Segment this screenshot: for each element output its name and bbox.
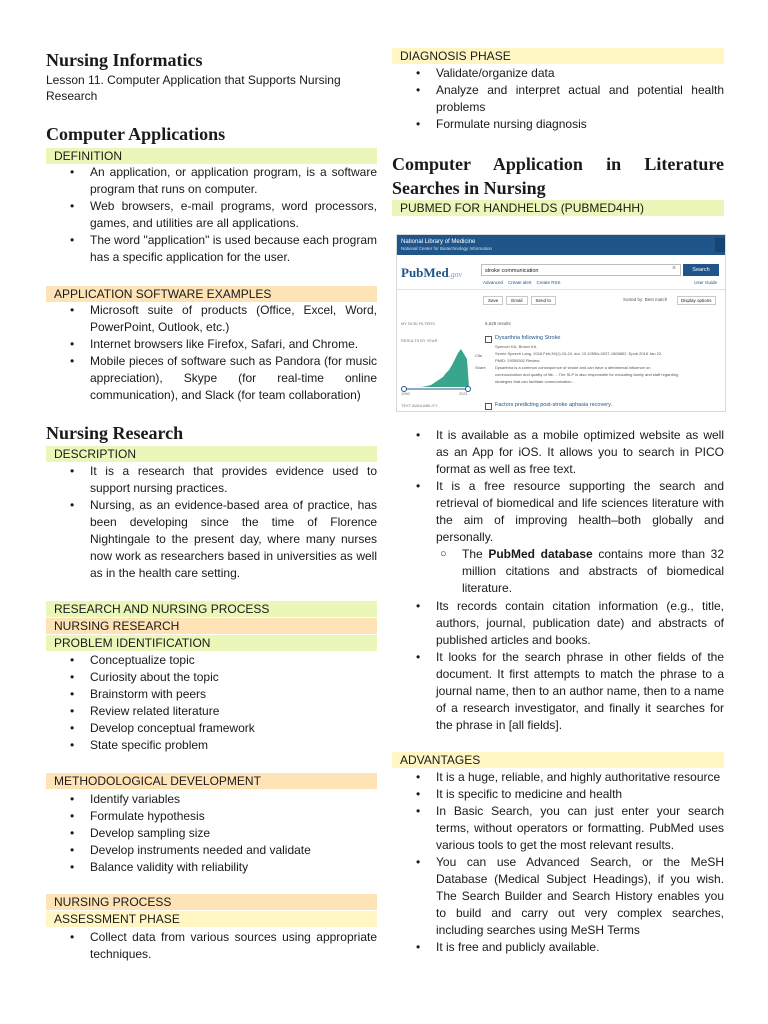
- result-checkbox: [485, 403, 492, 410]
- cite-label: Cite: [475, 353, 483, 358]
- pubmed-toolbar: [483, 296, 559, 305]
- list-item: • It is a huge, reliable, and highly authoritative resource: [436, 769, 724, 786]
- toolbar-item: Send to: [531, 296, 557, 305]
- list-item: • Develop conceptual framework: [90, 720, 377, 737]
- description-label: DESCRIPTION: [46, 446, 377, 462]
- list-item: • An application, or application program, is a software program that runs on computer.: [90, 164, 377, 198]
- pubmed-db-prefix: The: [462, 547, 489, 561]
- nursing-research-heading: Nursing Research: [46, 423, 184, 443]
- result-title: Dysarthria following Stroke: [495, 335, 561, 341]
- list-item: • Brainstorm with peers: [90, 686, 377, 703]
- clear-icon: ×: [672, 265, 677, 272]
- problem-identification-label: PROBLEM IDENTIFICATION: [46, 635, 377, 651]
- list-item: • It is a free resource supporting the search and retrieval of biomedical and life sciences literature with the aim of improving health–both globally and personally.: [436, 478, 724, 546]
- pubmed-display-options: Display options: [677, 296, 716, 305]
- assessment-phase-label: ASSESSMENT PHASE: [46, 911, 377, 927]
- results-count: 6,628 results: [485, 321, 511, 326]
- list-item: • Internet browsers like Firefox, Safari, and Chrome.: [90, 336, 377, 353]
- result-line: Semin Speech Lang. 2018 Feb;39(1):15-24. doi: 10.1055/s-0037-1608852. Epub 2018 Jan 22.: [495, 351, 663, 356]
- list-item: • Formulate hypothesis: [90, 808, 377, 825]
- result-line: communication and quality of life. ...The SLP is also responsible for educating family and staff regarding: [495, 372, 679, 377]
- list-item: • In Basic Search, you can just enter your search terms, without operators or formatting. PubMed uses various tools to get the most relevant results.: [436, 803, 724, 854]
- pubmed-records-list: [392, 598, 724, 734]
- list-item: • Curiosity about the topic: [90, 669, 377, 686]
- nursing-research-section: [46, 423, 377, 444]
- results-by-year-chart: [401, 345, 471, 395]
- list-item: • Develop sampling size: [90, 825, 377, 842]
- list-item: • Formulate nursing diagnosis: [436, 116, 724, 133]
- list-item: • Conceptualize topic: [90, 652, 377, 669]
- list-item: • Analyze and interpret actual and potential health problems: [436, 82, 724, 116]
- result-title: Factors predicting post-stroke aphasia recovery.: [495, 402, 612, 408]
- pubmed-database-sublist: [392, 546, 724, 597]
- list-item: • It is available as a mobile optimized website as well as an App for iOS. It allows you to search in PICO format as well as free text.: [436, 427, 724, 478]
- advantages-list: [392, 769, 724, 956]
- list-item: • Nursing, as an evidence-based area of practice, has been developing since the time of Florence Nightingale to the present day, where many nurses now work as researchers based in universities as well as in the health care setting.: [90, 497, 377, 582]
- result-line: PMID: 29359302 Review.: [495, 358, 541, 363]
- literature-search-heading: Computer Application in Literature Searches in Nursing: [392, 154, 724, 198]
- result-line: strategies that can facilitate communication...: [495, 379, 575, 384]
- ncbi-label: National Center for Biotechnology Information: [401, 246, 493, 251]
- pubmed-db-bold: PubMed database: [488, 547, 593, 561]
- list-item: • Identify variables: [90, 791, 377, 808]
- pubmed-divider: [397, 289, 725, 290]
- pubmed-db-text: contains more than 32 million citations and abstracts of biomedical literature.: [462, 547, 724, 595]
- year-start: 1960: [401, 391, 410, 396]
- pubmed-search-links: [483, 280, 566, 285]
- nursing-research-label: NURSING RESEARCH: [46, 618, 377, 634]
- nlm-label: National Library of Medicine: [401, 239, 476, 245]
- pubmed-header-bar: [397, 235, 725, 255]
- nursing-process-label: NURSING PROCESS: [46, 894, 377, 910]
- pubmed-logo-suffix: .gov: [448, 270, 463, 279]
- diagnosis-phase-label: DIAGNOSIS PHASE: [392, 48, 724, 64]
- toolbar-item: Create alert: [508, 280, 532, 285]
- list-item: • Review related literature: [90, 703, 377, 720]
- pubmed-handhelds-label: PUBMED FOR HANDHELDS (PUBMED4HH): [392, 200, 724, 216]
- year-histogram: [403, 349, 469, 387]
- list-item: • The word "application" is used because each program has a specific application for the user.: [90, 232, 377, 266]
- pubmed-logo-text: PubMed: [401, 265, 449, 280]
- list-item: • It is specific to medicine and health: [436, 786, 724, 803]
- pubmed-logo: [401, 265, 462, 281]
- pubmed-search-button: Search: [683, 264, 719, 276]
- toolbar-item: Save: [483, 296, 503, 305]
- list-item: • Its records contain citation information (e.g., title, authors, journal, publication date) and abstracts of published articles and books.: [436, 598, 724, 649]
- literature-search-section: [392, 152, 724, 200]
- list-item: • Microsoft suite of products (Office, Excel, Word, PowerPoint, Outlook, etc.): [90, 302, 377, 336]
- toolbar-item: Advanced: [483, 280, 504, 285]
- result-checkbox: [485, 336, 492, 343]
- pubmed-features-list: [392, 427, 724, 546]
- research-nursing-process-label: RESEARCH AND NURSING PROCESS: [46, 601, 377, 617]
- list-item: • Develop instruments needed and validate: [90, 842, 377, 859]
- share-label: Share: [475, 365, 486, 370]
- problem-identification-list: [46, 652, 377, 754]
- result-line: Dysarthria is a common consequence of stroke and can have a detrimental influence on: [495, 365, 651, 370]
- year-end: 2021: [459, 391, 468, 396]
- app-examples-label: APPLICATION SOFTWARE EXAMPLES: [46, 286, 377, 302]
- list-item: • Web browsers, e-mail programs, word processors, games, and utilities are all applications.: [90, 198, 377, 232]
- pubmed-screenshot: [396, 234, 726, 412]
- list-item: • Balance validity with reliability: [90, 859, 377, 876]
- text-availability-label: TEXT AVAILABILITY: [401, 403, 438, 408]
- result-line: Spencer KA, Brown KA.: [495, 344, 538, 349]
- methodological-development-label: METHODOLOGICAL DEVELOPMENT: [46, 773, 377, 789]
- computer-applications-heading: Computer Applications: [46, 124, 226, 144]
- assessment-phase-list: [46, 929, 377, 963]
- pubmed-search-input: stroke communication: [481, 264, 681, 276]
- toolbar-item: Email: [506, 296, 527, 305]
- description-list: [46, 463, 377, 582]
- computer-applications-section: [46, 124, 377, 145]
- filters-label: MY NCBI FILTERS: [401, 321, 435, 326]
- page-title: Nursing Informatics: [46, 50, 203, 70]
- list-item: • Validate/organize data: [436, 65, 724, 82]
- user-guide-link: User Guide: [694, 280, 717, 285]
- definition-label: DEFINITION: [46, 148, 377, 164]
- diagnosis-phase-list: [392, 65, 724, 133]
- pubmed-sort: Sorted by: Best match: [623, 297, 668, 302]
- list-item: • Collect data from various sources using appropriate techniques.: [90, 929, 377, 963]
- list-item: • It is free and publicly available.: [436, 939, 724, 956]
- list-item: • State specific problem: [90, 737, 377, 754]
- results-by-year-label: RESULTS BY YEAR: [401, 338, 438, 343]
- toolbar-item: Create RSS: [536, 280, 561, 285]
- list-item: • Mobile pieces of software such as Pandora (for music appreciation), Skype (for real-time online communication), and Slack (for team collaboration): [90, 353, 377, 404]
- list-item: • It is a research that provides evidence used to support nursing practices.: [90, 463, 377, 497]
- lesson-subtitle: Lesson 11. Computer Application that Supports Nursing Research: [46, 73, 341, 103]
- login-tab: [715, 238, 725, 252]
- list-item: • You can use Advanced Search, or the MeSH Database (Medical Subject Headings), if you wish. The Search Builder and Search History enables you to build and carry out very complex searches, including searches using MeSH Terms: [436, 854, 724, 939]
- list-item: • It looks for the search phrase in other fields of the document. It first attempts to match the phrase to a journal name, then to an author name, then to a name of a research investigator, and finally it searches for the phrase in [all fields].: [436, 649, 724, 734]
- methodological-development-list: [46, 791, 377, 876]
- definition-list: [46, 164, 377, 266]
- advantages-label: ADVANTAGES: [392, 752, 724, 768]
- app-examples-list: [46, 302, 377, 404]
- pubmed-database-item: [462, 546, 724, 597]
